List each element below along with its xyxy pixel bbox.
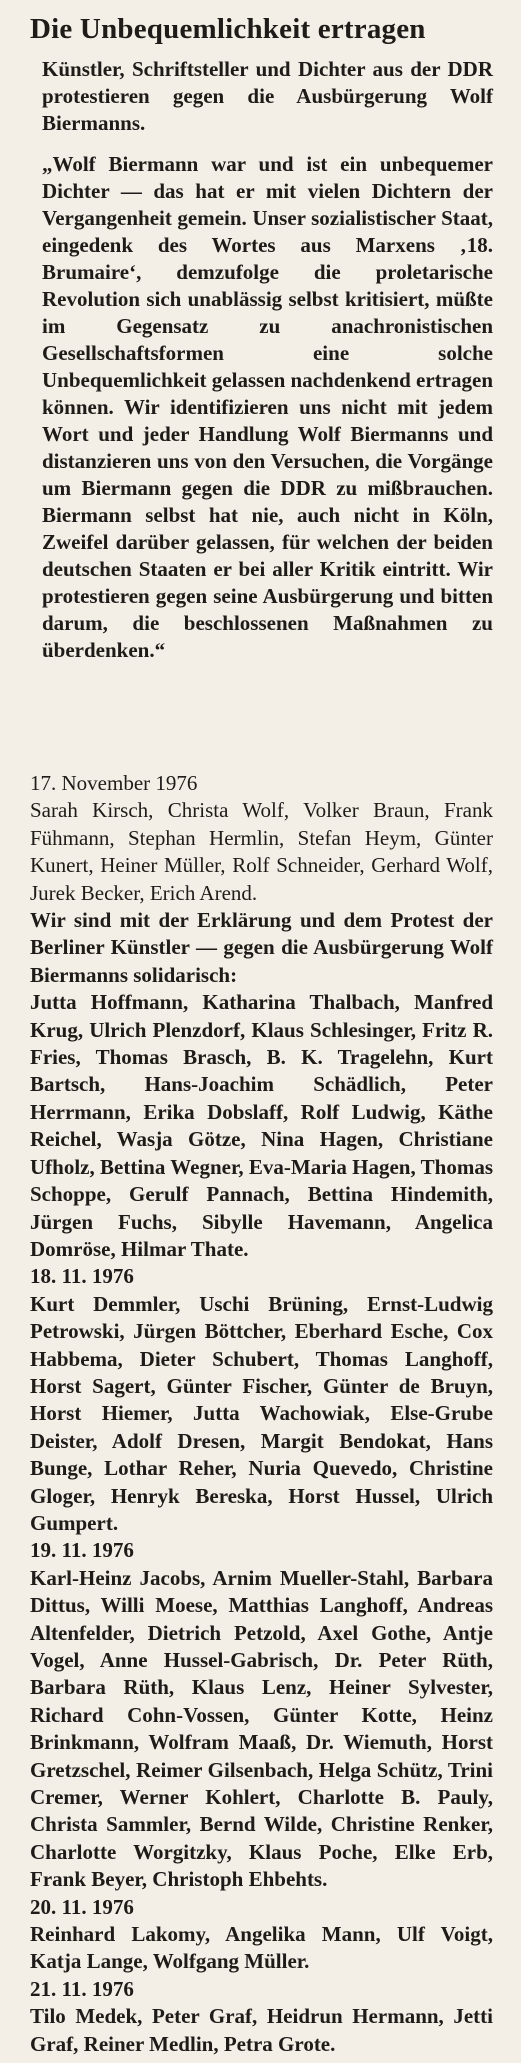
- signature-names: Tilo Medek, Peter Graf, Heidrun Hermann, Jetti Graf, Reiner Medlin, Petra Grote.: [30, 2004, 493, 2056]
- signature-date: 21. 11. 1976: [30, 1976, 134, 2001]
- signatures-list: [30, 770, 493, 2058]
- signature-date: 18. 11. 1976: [30, 1264, 134, 1289]
- signature-date: 19. 11. 1976: [30, 1538, 134, 1563]
- signature-names: Jutta Hoffmann, Katharina Thalbach, Manfred Krug, Ulrich Plenzdorf, Klaus Schlesinger, Fritz R. Fries, Thomas Brasch, B. K. Tragelehn, Kurt Bartsch, Hans-Joachim Schädlich, Peter Herrmann, Erika Dobslaff, Rolf Ludwig, Käthe Reichel, Wasja Götze, Nina Hagen, Christiane Ufholz, Bettina Wegner, Eva-Maria Hagen, Thomas Schoppe, Gerulf Pannach, Bettina Hindemith, Jürgen Fuchs, Sibylle Havemann, Angelica Domröse, Hilmar Thate.: [30, 990, 493, 1261]
- signature-date: 17. November 1976: [30, 771, 198, 795]
- article-title: Die Unbequemlichkeit ertragen: [30, 13, 426, 45]
- solidarity-statement: Wir sind mit der Erklärung und dem Protest der Berliner Künstler — gegen die Ausbürgerung Wolf Biermanns solidarisch:: [30, 908, 493, 987]
- protest-statement-quote: „Wolf Biermann war und ist ein unbequemer Dichter — das hat er mit vielen Dichtern der Vergangenheit gemein. Unser sozialistischer Staat, eingedenk des Wortes aus Marxens ‚18. Brumaire‘, demzufolge die proletarische Revolution sich unablässig selbst kritisiert, müßte im Gegensatz zu anachronistischen Gesellschaftsformen eine solche Unbequemlichkeit gelassen nachdenkend ertragen können. Wir identifizieren uns nicht mit jedem Wort und jeder Handlung Wolf Biermanns und distanzieren uns von den Versuchen, die Vorgänge um Biermann gegen die DDR zu mißbrauchen. Biermann selbst hat nie, auch nicht in Köln, Zweifel darüber gelassen, für welchen der beiden deutschen Staaten er bei aller Kritik eintritt. Wir protestieren gegen seine Ausbürgerung und bitten darum, die beschlossenen Maßnahmen zu überdenken.“: [42, 152, 493, 662]
- signature-names: Kurt Demmler, Uschi Brüning, Ernst-Ludwig Petrowski, Jürgen Böttcher, Eberhard Esche, Cox Habbema, Dieter Schubert, Thomas Langhoff, Horst Sagert, Günter Fischer, Günter de Bruyn, Horst Hiemer, Jutta Wachowiak, Else-Grube Deister, Adolf Dresen, Margit Bendokat, Hans Bunge, Lothar Reher, Nuria Quevedo, Christine Gloger, Henryk Bereska, Horst Hussel, Ulrich Gumpert.: [30, 1291, 493, 1535]
- signature-names: Karl-Heinz Jacobs, Arnim Mueller-Stahl, Barbara Dittus, Willi Moese, Matthias Langhoff, Andreas Altenfelder, Dietrich Petzold, Axel Gothe, Antje Vogel, Anne Hussel-Gabrisch, Dr. Peter Rüth, Barbara Rüth, Klaus Lenz, Heiner Sylvester, Richard Cohn-Vossen, Günter Kotte, Heinz Brinkmann, Wolfram Maaß, Dr. Wiemuth, Horst Gretzschel, Reimer Gilsenbach, Helga Schütz, Trini Cremer, Werner Kohlert, Charlotte B. Pauly, Christa Sammler, Bernd Wilde, Christine Renker, Charlotte Worgitzky, Klaus Poche, Elke Erb, Frank Beyer, Christoph Ehbehts.: [30, 1565, 493, 1892]
- signature-date: 20. 11. 1976: [30, 1894, 134, 1919]
- article-lead: Künstler, Schriftsteller und Dichter aus der DDR protestieren gegen die Ausbürgerung Wolf Biermanns.: [42, 57, 493, 135]
- signature-names: Reinhard Lakomy, Angelika Mann, Ulf Voigt, Katja Lange, Wolfgang Müller.: [30, 1922, 493, 1974]
- signature-names: Sarah Kirsch, Christa Wolf, Volker Braun, Frank Fühmann, Stephan Hermlin, Stefan Heym, Günter Kunert, Heiner Müller, Rolf Schneider, Gerhard Wolf, Jurek Becker, Erich Arend.: [30, 798, 493, 905]
